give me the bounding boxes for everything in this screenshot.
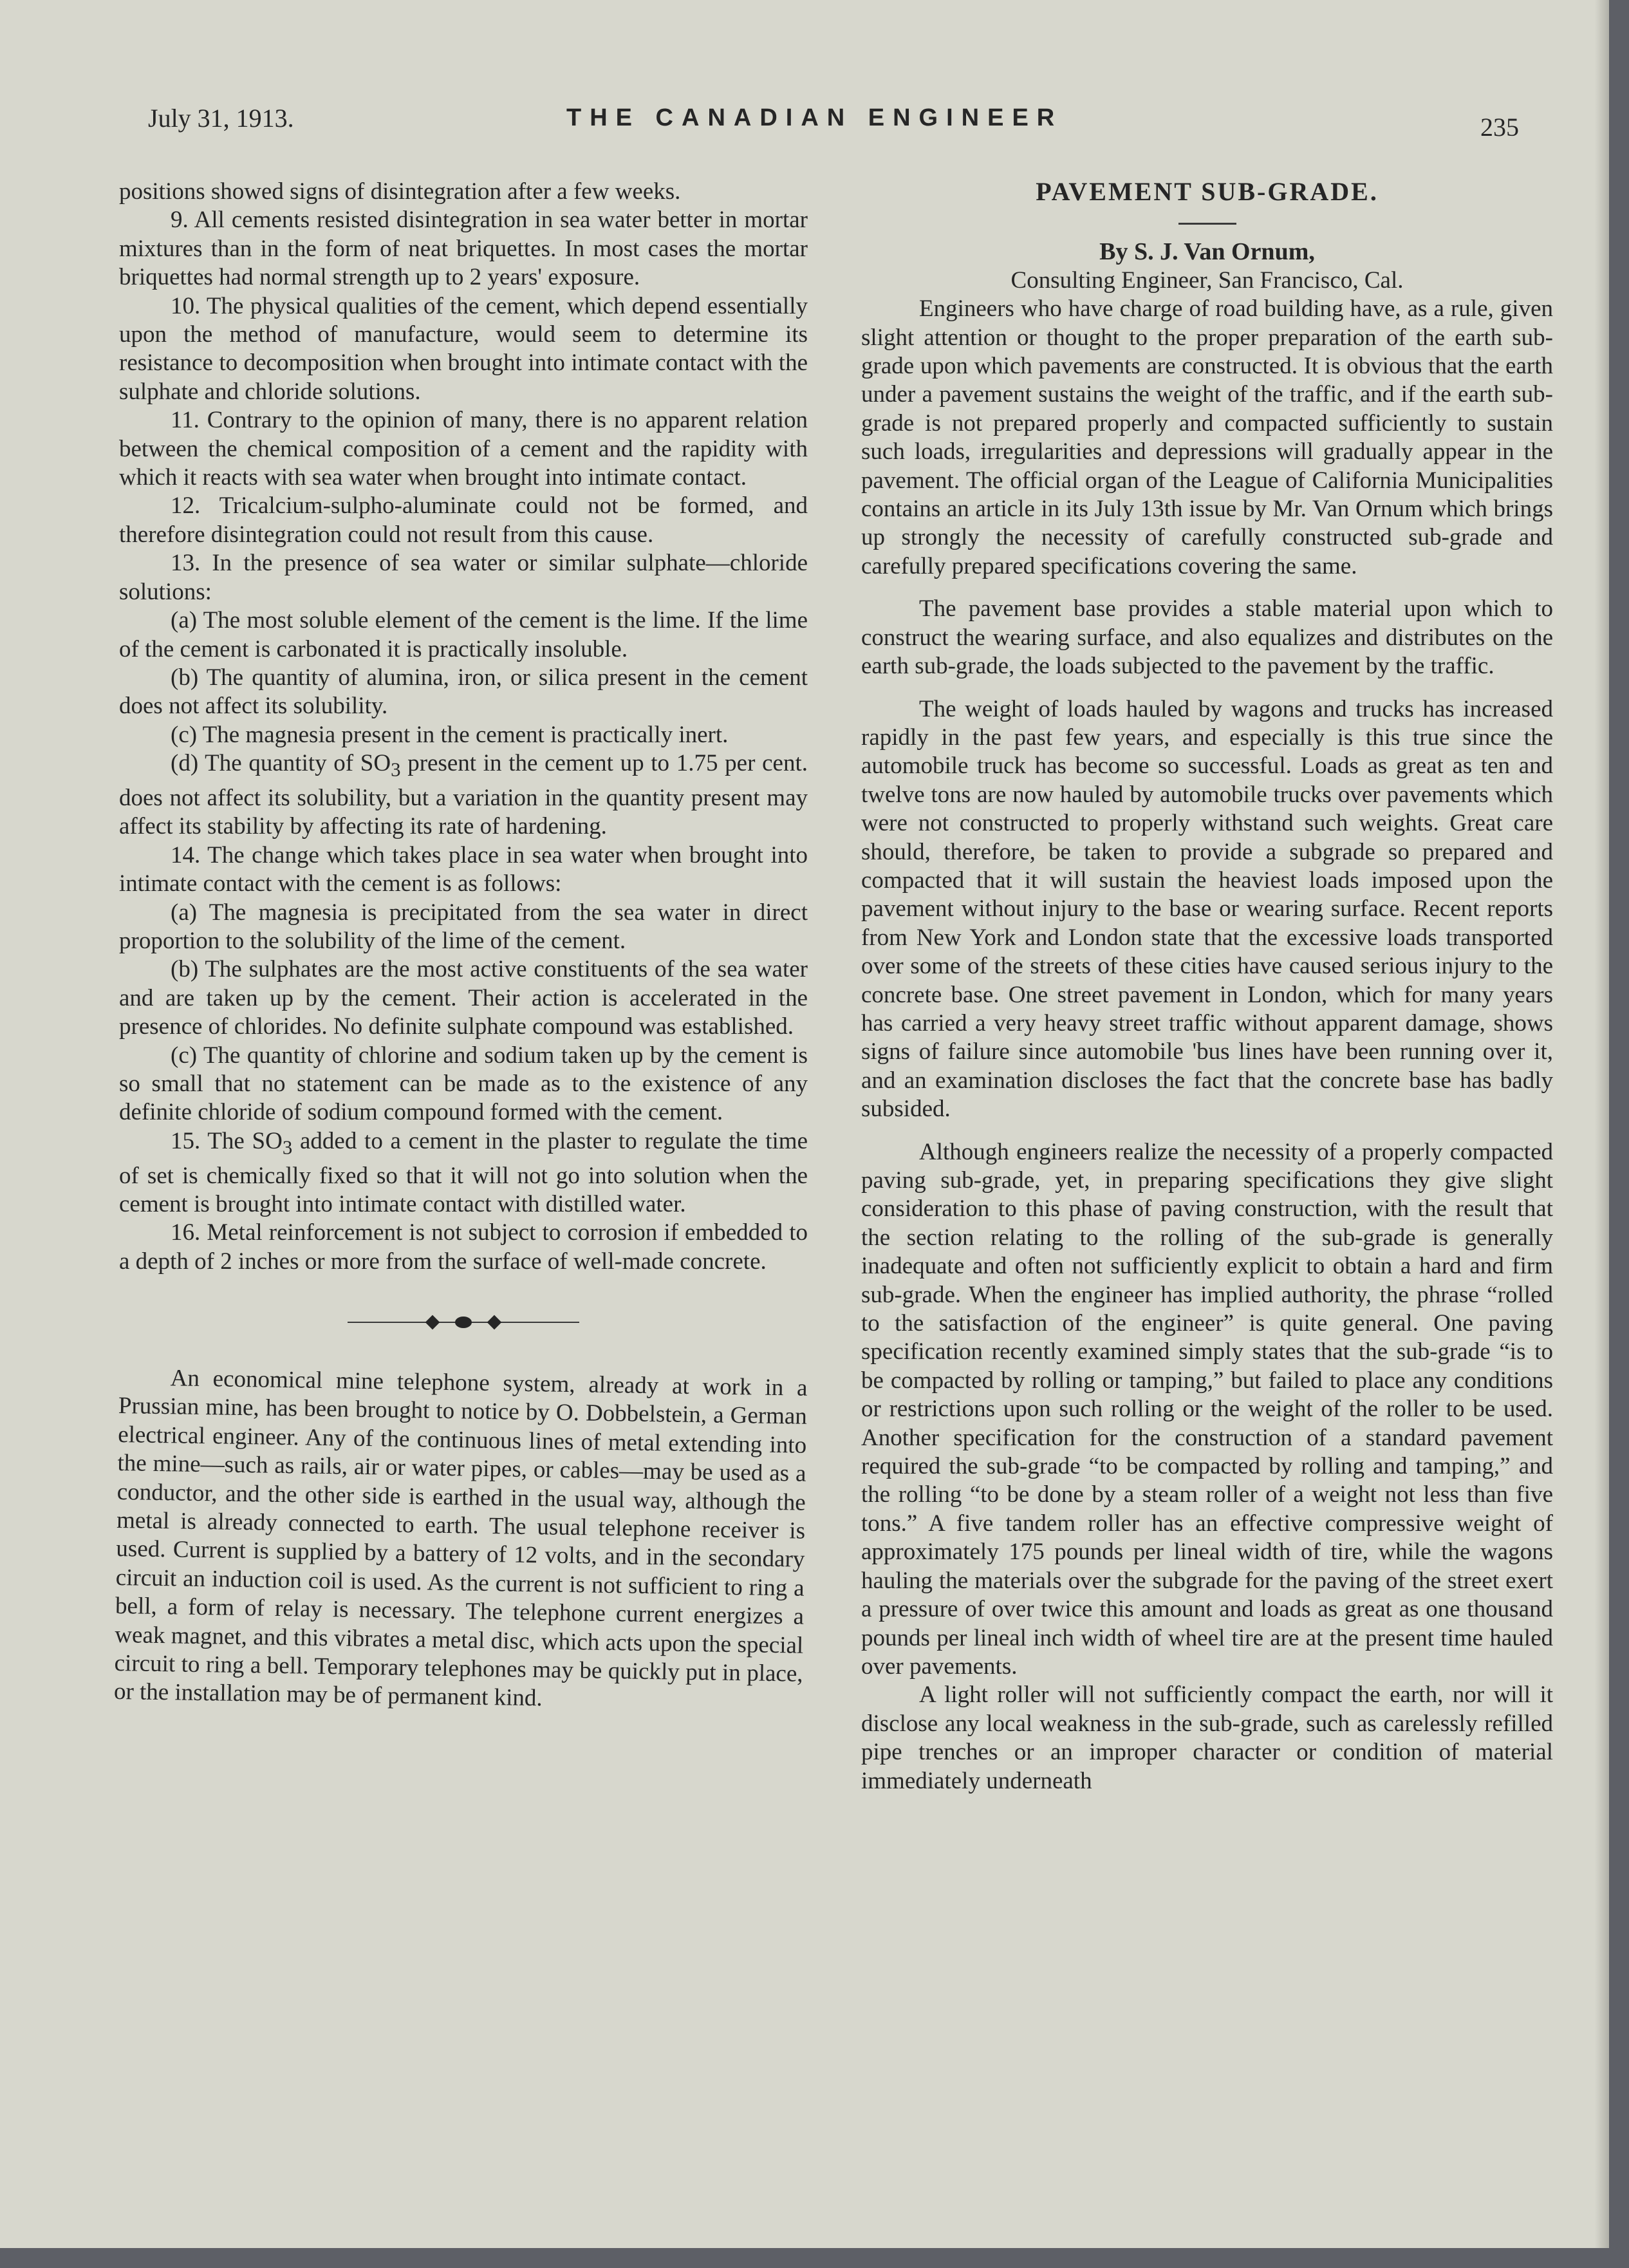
title-rule <box>1178 223 1236 225</box>
conclusion-13d <box>119 749 808 841</box>
subscript: 3 <box>282 1136 293 1159</box>
running-header <box>148 103 1532 148</box>
article-byline: By S. J. Van Ornum, <box>1099 238 1315 266</box>
ornament-center <box>455 1317 472 1328</box>
ornament-diamond <box>487 1315 502 1330</box>
conclusion-13b: (b) The quantity of alumina, iron, or silica present in the cement does not affect its solubility. <box>119 664 808 720</box>
body-paragraph: The weight of loads hauled by wagons and trucks has increased rapidly in the past few years, and especially is this true since the automobile truck has become so successful. Loads as great as ten and twelve tons are now hauled by automobile trucks over pavements which were not constructed to properly withstand such weights. Great care should, therefore, be taken to provide a subgrade so prepared and compacted that it will sustain the heaviest loads imposed upon the pavement without injury to the base or wearing surface. Recent reports from New York and London state that the excessive loads transported over some of the streets of these cities have caused serious injury to the concrete base. One street pavement in London, which for many years has carried a very heavy street traffic without apparent damage, shows signs of failure since automobile 'bus lines have been running over it, and an examination discloses the fact that the concrete base has badly subsided. <box>861 695 1553 1123</box>
body-paragraph: Engineers who have charge of road building have, as a rule, given slight attention or thought to the proper preparation of the earth sub-grade upon which pavements are constructed. It is obvious that the earth under a pavement sustains the weight of the traffic, and if the earth sub-grade is not prepared properly and compacted sufficiently to sustain such loads, irregularities and depressions will gradually appear in the pavement. The official organ of the League of California Municipalities contains an article in its July 13th issue by Mr. Van Ornum which brings up strongly the necessity of carefully constructed sub-grade and carefully prepared specifications covering the same. <box>861 295 1553 579</box>
continued-paragraph: positions showed signs of disintegration after a few weeks. <box>119 178 681 205</box>
article-title: PAVEMENT SUB-GRADE. <box>1036 177 1379 206</box>
issue-date: July 31, 1913. <box>148 104 294 133</box>
body-paragraph: Although engineers realize the necessity of a properly compacted paving sub-grade, yet, in preparing specifications they give slight consideration to this phase of paving construction, with the result that the section relating to the rolling of the sub-grade is generally inadequate and often not sufficiently explicit to obtain a hard and firm sub-grade. When the engineer has implied authority, the phrase “rolled to the satisfaction of the engineer” is quite general. One paving specification recently examined simply states that the sub-grade “is to be compacted by rolling or tamping,” but failed to place any conditions or restrictions upon such rolling or the weight of the roller to be used. Another specification for the construction of a standard pavement required the sub-grade “to be compacted by rolling and tamping,” and the rolling “to be done by a steam roller of a weight not less than five tons.” A five tandem roller has an effective compressive weight of approximately 175 pounds per lineal width of tire, while the wagons hauling the materials over the subgrade for the paving of the street exert a pressure of over twice this amount and loads as great as one thousand pounds per lineal inch width of wheel tire are at the present time hauled over pavements. <box>861 1138 1553 1680</box>
page-number: 235 <box>1480 113 1519 142</box>
conclusion-10: 10. The physical qualities of the cement, which depend essentially upon the method of manufacture, would seem to determine its resistance to decomposition when brought into intimate contact with the sulphate and chloride solutions. <box>119 292 808 405</box>
text-segment: 15. The SO <box>171 1127 283 1154</box>
conclusion-13c: (c) The magnesia present in the cement is practically inert. <box>171 721 729 748</box>
text-segment: added to a cement in the plaster to regulate the time of set is chemically fixed so that it will not go into solution when the cement is brought into intimate contact with distilled water. <box>119 1127 808 1217</box>
conclusion-16: 16. Metal reinforcement is not subject to corrosion if embedded to a depth of 2 inches or more from the surface of well-made concrete. <box>119 1219 808 1275</box>
section-divider-ornament <box>348 1309 579 1335</box>
author-affiliation: Consulting Engineer, San Francisco, Cal. <box>1010 267 1404 294</box>
conclusion-14: 14. The change which takes place in sea water when brought into intimate contact with the cement is as follows: <box>119 841 808 897</box>
mine-telephone-note: An economical mine telephone system, already at work in a Prussian mine, has been brought to notice by O. Dobbelstein, a German electrical engineer. Any of the continuous lines of metal extending into the mine—such as rails, air or water pipes, or cables—may be used as a conductor, and the other side is earthed in the usual way, although the metal is already connected to earth. The usual telephone receiver is used. Current is supplied by a battery of 12 volts, and in the secondary circuit an induction coil is used. As the current is not sufficient to ring a bell, a form of relay is necessary. The telephone current energizes a weak magnet, and this vibrates a metal disc, which acts upon the special circuit to ring a bell. Temporary telephones may be quickly put in place, or the installation may be of permanent kind. <box>113 1365 808 1712</box>
conclusion-9: 9. All cements resisted disintegration in sea water better in mortar mixtures than in the form of neat briquettes. In most cases the mortar briquettes had normal strength up to 2 years' exposure. <box>119 207 808 291</box>
conclusion-14b: (b) The sulphates are the most active constituents of the sea water and are taken up by the cement. Their action is accelerated in the presence of chlorides. No definite sulphate compound was established. <box>119 956 808 1040</box>
text-segment: present in the cement up to 1.75 per cent. does not affect its solubility, but a variation in the quantity present may affect its stability by affecting its rate of hardening. <box>119 750 808 840</box>
text-segment: (d) The quantity of SO <box>171 750 391 777</box>
conclusion-11: 11. Contrary to the opinion of many, there is no apparent relation between the chemical composition of a cement and the rapidity with which it reacts with sea water when brought into intimate contact. <box>119 407 808 491</box>
body-paragraph: A light roller will not sufficiently compact the earth, nor will it disclose any local weakness in the sub-grade, such as carelessly refilled pipe trenches or an improper character or condition of material immediately underneath <box>861 1682 1553 1794</box>
conclusion-14c: (c) The quantity of chlorine and sodium taken up by the cement is so small that no statement can be made as to the existence of any definite chloride of sodium compound formed with the cement. <box>119 1042 808 1126</box>
conclusion-14a: (a) The magnesia is precipitated from the sea water in direct proportion to the solubility of the lime of the cement. <box>119 899 808 954</box>
journal-title: THE CANADIAN ENGINEER <box>566 104 1063 131</box>
left-column <box>113 178 808 1712</box>
subscript: 3 <box>391 758 401 781</box>
conclusion-13: 13. In the presence of sea water or similar sulphate—chloride solutions: <box>119 550 808 605</box>
right-column <box>861 178 1553 1795</box>
ornament-diamond <box>425 1315 440 1330</box>
conclusion-12: 12. Tricalcium-sulpho-aluminate could not be formed, and therefore disintegration could not result from this cause. <box>119 492 808 548</box>
body-paragraph: The pavement base provides a stable material upon which to construct the wearing surface, and also equalizes and distributes on the earth sub-grade, the loads subjected to the pavement by the traffic. <box>861 595 1553 680</box>
conclusion-13a: (a) The most soluble element of the cement is the lime. If the lime of the cement is carbonated it is practically insoluble. <box>119 607 808 662</box>
conclusion-15 <box>119 1127 808 1219</box>
